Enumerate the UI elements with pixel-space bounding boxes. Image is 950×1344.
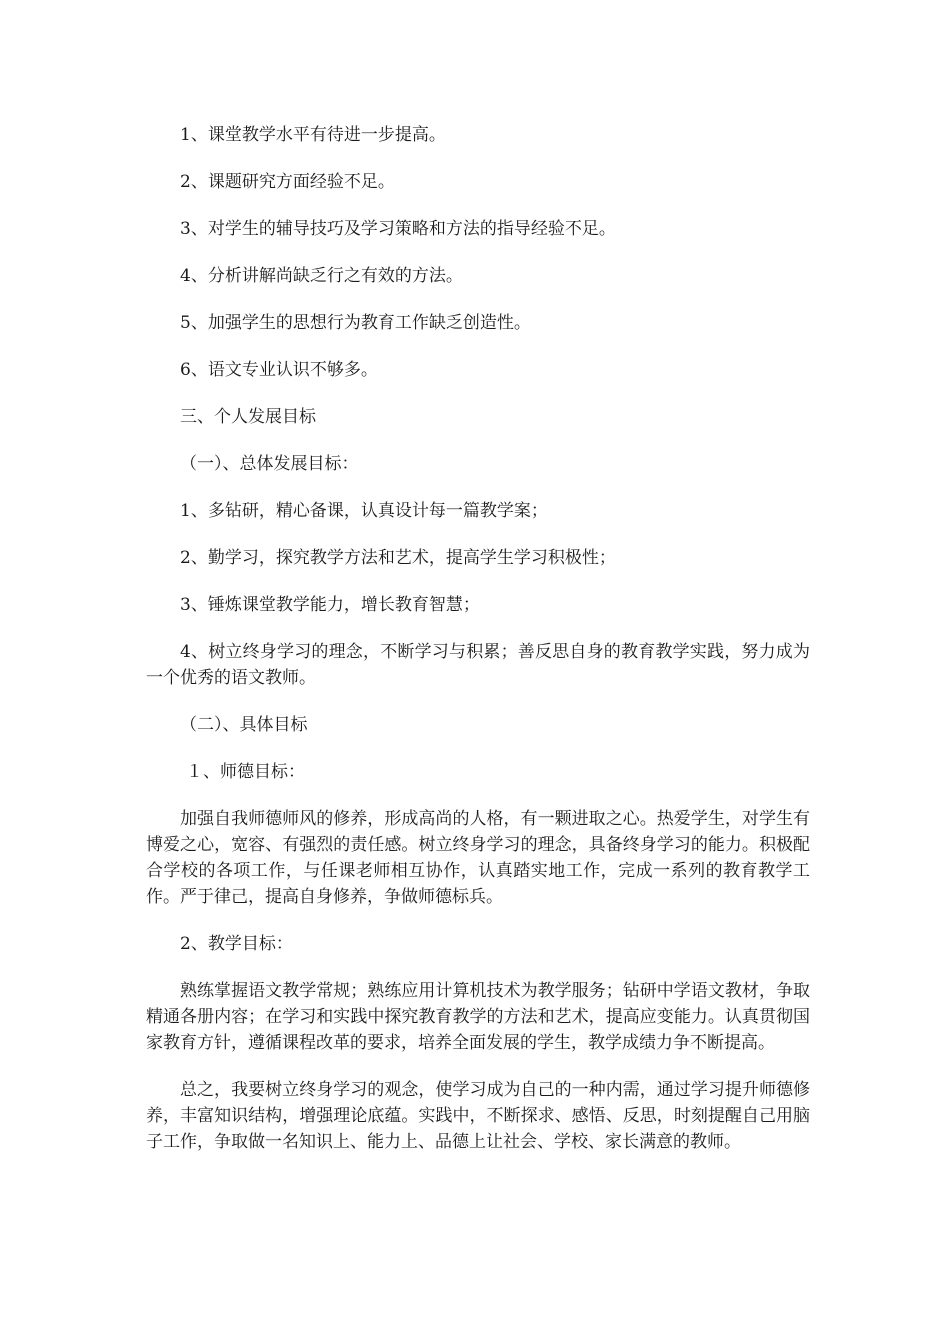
list-item: 3、对学生的辅导技巧及学习策略和方法的指导经验不足。 <box>180 219 616 239</box>
list-item: 4、分析讲解尚缺乏行之有效的方法。 <box>180 266 463 286</box>
list-item: 2、课题研究方面经验不足。 <box>180 172 395 192</box>
document-page <box>146 122 810 1176</box>
goal-heading: １、师德目标： <box>186 762 305 782</box>
section-heading: 三、个人发展目标 <box>180 407 316 427</box>
body-paragraph: 总之，我要树立终身学习的观念，使学习成为自己的一种内需，通过学习提升师德修养，丰富知识结构，增强理论底蕴。实践中，不断探求、感悟、反思，时刻提醒自己用脑子工作，争取做一名知识上、能力上、品德上让社会、学校、家长满意的教师。 <box>146 1080 810 1152</box>
list-item: 5、加强学生的思想行为教育工作缺乏创造性。 <box>180 313 531 333</box>
body-paragraph: 加强自我师德师风的修养，形成高尚的人格，有一颗进取之心。热爱学生，对学生有博爱之心，宽容、有强烈的责任感。树立终身学习的理念，具备终身学习的能力。积极配合学校的各项工作，与任课老师相互协作，认真踏实地工作，完成一系列的教育教学工作。严于律己，提高自身修养，争做师德标兵。 <box>146 809 810 907</box>
list-item: 4、树立终身学习的理念，不断学习与积累；善反思自身的教育教学实践，努力成为一个优秀的语文教师。 <box>146 642 810 688</box>
goal-heading: 2、教学目标： <box>180 934 293 954</box>
list-item: 1、课堂教学水平有待进一步提高。 <box>180 125 446 145</box>
subsection-heading: （二）、具体目标 <box>180 715 308 735</box>
list-item: 2、勤学习，探究教学方法和艺术，提高学生学习积极性； <box>180 548 616 568</box>
list-item: 1、多钻研，精心备课，认真设计每一篇教学案； <box>180 501 548 521</box>
body-paragraph: 熟练掌握语文教学常规；熟练应用计算机技术为教学服务；钻研中学语文教材，争取精通各册内容；在学习和实践中探究教育教学的方法和艺术，提高应变能力。认真贯彻国家教育方针，遵循课程改革的要求，培养全面发展的学生，教学成绩力争不断提高。 <box>146 981 810 1053</box>
list-item: 6、语文专业认识不够多。 <box>180 360 378 380</box>
list-item: 3、锤炼课堂教学能力，增长教育智慧； <box>180 595 480 615</box>
subsection-heading: （一）、总体发展目标： <box>180 454 359 474</box>
